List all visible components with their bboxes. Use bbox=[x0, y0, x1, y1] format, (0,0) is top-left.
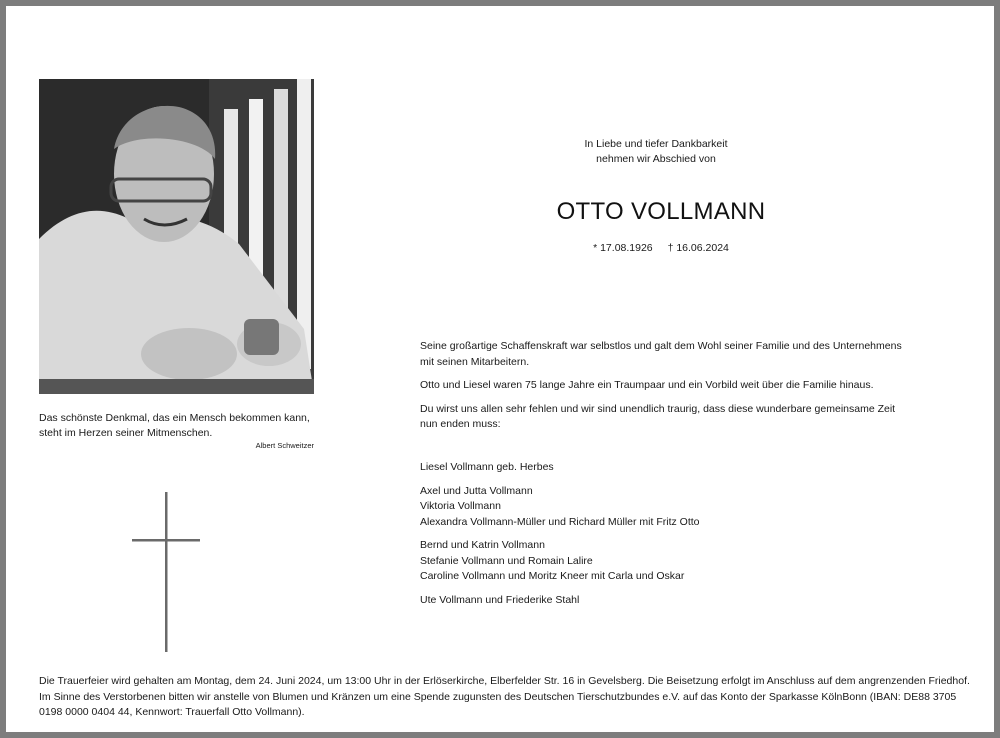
mourner-line: Axel und Jutta Vollmann bbox=[420, 484, 533, 497]
tribute-paragraph: Otto und Liesel waren 75 lange Jahre ein Traumpaar und ein Vorbild weit über die Familie hinaus. bbox=[420, 379, 874, 391]
mourner-line: Bernd und Katrin Vollmann bbox=[420, 539, 545, 551]
mourner-group bbox=[420, 593, 910, 609]
intro-line-2: nehmen wir Abschied von bbox=[596, 153, 716, 165]
cross-icon bbox=[132, 492, 202, 652]
mourner-line: Ute Vollmann und Friederike Stahl bbox=[420, 593, 580, 606]
mourner-line: Stefanie Vollmann und Romain Lalire bbox=[420, 554, 593, 567]
mourner-line: Alexandra Vollmann-Müller und Richard Müller mit Fritz Otto bbox=[420, 515, 700, 528]
deceased-name: OTTO VOLLMANN bbox=[556, 198, 766, 225]
mourner-group bbox=[420, 484, 910, 531]
quote-author: Albert Schweitzer bbox=[255, 441, 314, 450]
mourners-list bbox=[420, 460, 910, 616]
intro bbox=[536, 137, 776, 167]
death-date: † 16.06.2024 bbox=[667, 242, 729, 254]
quote-text: Das schönste Denkmal, das ein Mensch bekommen kann, steht im Herzen seiner Mitmenschen. bbox=[39, 412, 310, 439]
mourner-line: Caroline Vollmann und Moritz Kneer mit Carla und Oskar bbox=[420, 570, 685, 582]
birth-date: * 17.08.1926 bbox=[593, 242, 653, 254]
tribute-paragraph: Seine großartige Schaffenskraft war selbstlos und galt dem Wohl seiner Familie und des Unternehmens mit seinen Mitarbeitern. bbox=[420, 340, 902, 368]
mourner-line: Viktoria Vollmann bbox=[420, 500, 501, 512]
life-dates bbox=[506, 242, 816, 254]
funeral-notice: Die Trauerfeier wird gehalten am Montag, dem 24. Juni 2024, um 13:00 Uhr in der Erlöserkirche, Elberfelder Str. 16 in Gevelsberg. Die Beisetzung erfolgt im Anschluss auf dem angrenzenden Friedhof. Im Sinne des Verstorbenen bitten wir anstelle von Blumen und Kränzen um eine Spende zugunsten des Deutschen Tierschutzbundes e.V. auf das Konto der Sparkasse KölnBonn (IBAN: DE88 3705 0198 0000 0404 44, Kennwort: Trauerfall Otto Vollmann). bbox=[39, 675, 970, 718]
tribute-paragraph: Du wirst uns allen sehr fehlen und wir sind unendlich traurig, dass diese wunderbare gemeinsame Zeit nun enden muss: bbox=[420, 402, 896, 430]
mourner-line: Liesel Vollmann geb. Herbes bbox=[420, 461, 554, 473]
mourner-group bbox=[420, 538, 910, 585]
mourner-group bbox=[420, 460, 910, 476]
intro-line-1: In Liebe und tiefer Dankbarkeit bbox=[584, 138, 728, 150]
portrait-photo bbox=[39, 79, 314, 394]
tribute-text bbox=[420, 339, 910, 441]
